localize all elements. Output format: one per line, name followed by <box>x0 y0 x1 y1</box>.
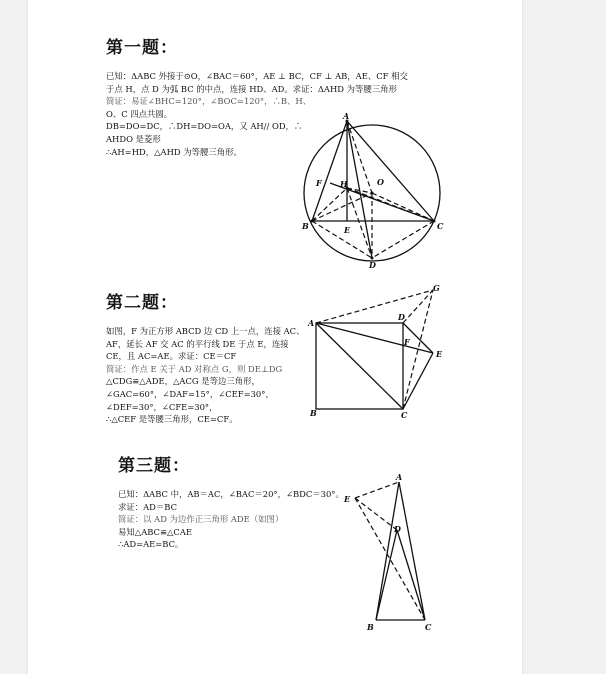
problem1-line: O、C 四点共圆。 <box>106 108 173 119</box>
problem3-figure <box>340 470 440 634</box>
label-D: D <box>394 524 401 534</box>
label-E: E <box>436 349 443 359</box>
problem3-title: 第三题： <box>118 456 190 476</box>
label-D: D <box>369 260 376 270</box>
label-A: A <box>396 472 403 482</box>
label-A: A <box>308 318 315 328</box>
problem2-figure <box>306 282 452 422</box>
label-D: D <box>398 312 405 322</box>
problem1-line: DB=DO=DC，∴DH=DO=OA，又 AH// OD，∴ <box>106 121 303 132</box>
problem2-hint-line: 简证：作点 E 关于 AD 对称点 G，则 DE⊥DG <box>106 363 283 374</box>
problem1-line: ∴AH=HD，△AHD 为等腰三角形。 <box>106 146 242 157</box>
label-G: G <box>433 283 440 293</box>
problem2-line: ∠DEF=30°，∠CFE=30°， <box>106 401 218 412</box>
label-E: E <box>344 225 351 235</box>
label-C: C <box>401 410 408 420</box>
problem2-line: CE，且 AC=AE。求证：CE＝CF <box>106 351 237 362</box>
problem2-line: △CDG≌△ADE，△ACG 是等边三角形， <box>106 376 260 387</box>
label-O: O <box>377 177 384 187</box>
label-B: B <box>367 622 374 632</box>
problem1-line: 已知：ΔABC 外接于⊙O，∠BAC＝60°，AE ⊥ BC，CF ⊥ AB，AE、CF 相交 <box>106 71 408 81</box>
problem2-line: ∴△CEF 是等腰三角形，CE=CF。 <box>106 414 238 425</box>
label-B: B <box>302 221 309 231</box>
label-H: H <box>340 179 348 189</box>
problem1-hint-line: 简证：易证∠BHC=120°，∠BOC=120°，∴B、H、 <box>106 96 312 107</box>
problem2-title: 第二题： <box>106 293 178 313</box>
problem1-line: AHDO 是菱形 <box>106 133 161 144</box>
problem2-line: AF，延长 AF 交 AC 的平行线 DE 于点 E，连接 <box>106 338 289 349</box>
problem2-line: ∠GAC=60°，∠DAF=15°，∠CEF=30°， <box>106 388 274 399</box>
problem3-line: ∴AD=AE=BC。 <box>118 539 184 550</box>
problem1-line: 于点 H，点 D 为弧 BC 的中点，连接 HD、AD。求证：ΔAHD 为等腰三角形 <box>106 83 397 94</box>
problem1-figure <box>296 108 456 274</box>
label-B: B <box>310 408 317 418</box>
problem3-line: 已知：ΔABC 中，AB＝AC，∠BAC＝20°，∠BDC＝30°。 <box>118 489 344 499</box>
problem2-text <box>106 325 304 426</box>
label-A: A <box>343 111 350 121</box>
label-F: F <box>316 178 322 188</box>
problem3-line: 易知△ABC≌△CAE <box>118 526 192 537</box>
problem3-line: 求证：AD＝BC <box>118 501 177 512</box>
label-C: C <box>425 622 432 632</box>
label-C: C <box>437 221 444 231</box>
label-E: E <box>344 494 351 504</box>
label-F: F <box>404 337 410 347</box>
problem3-hint-line: 简证：以 AD 为边作正三角形 ADE（如图） <box>118 514 284 525</box>
problem1-title: 第一题： <box>106 38 178 58</box>
problem3-text <box>118 488 344 551</box>
problem2-line: 如图，F 为正方形 ABCD 边 CD 上一点，连接 AC、 <box>106 326 305 336</box>
